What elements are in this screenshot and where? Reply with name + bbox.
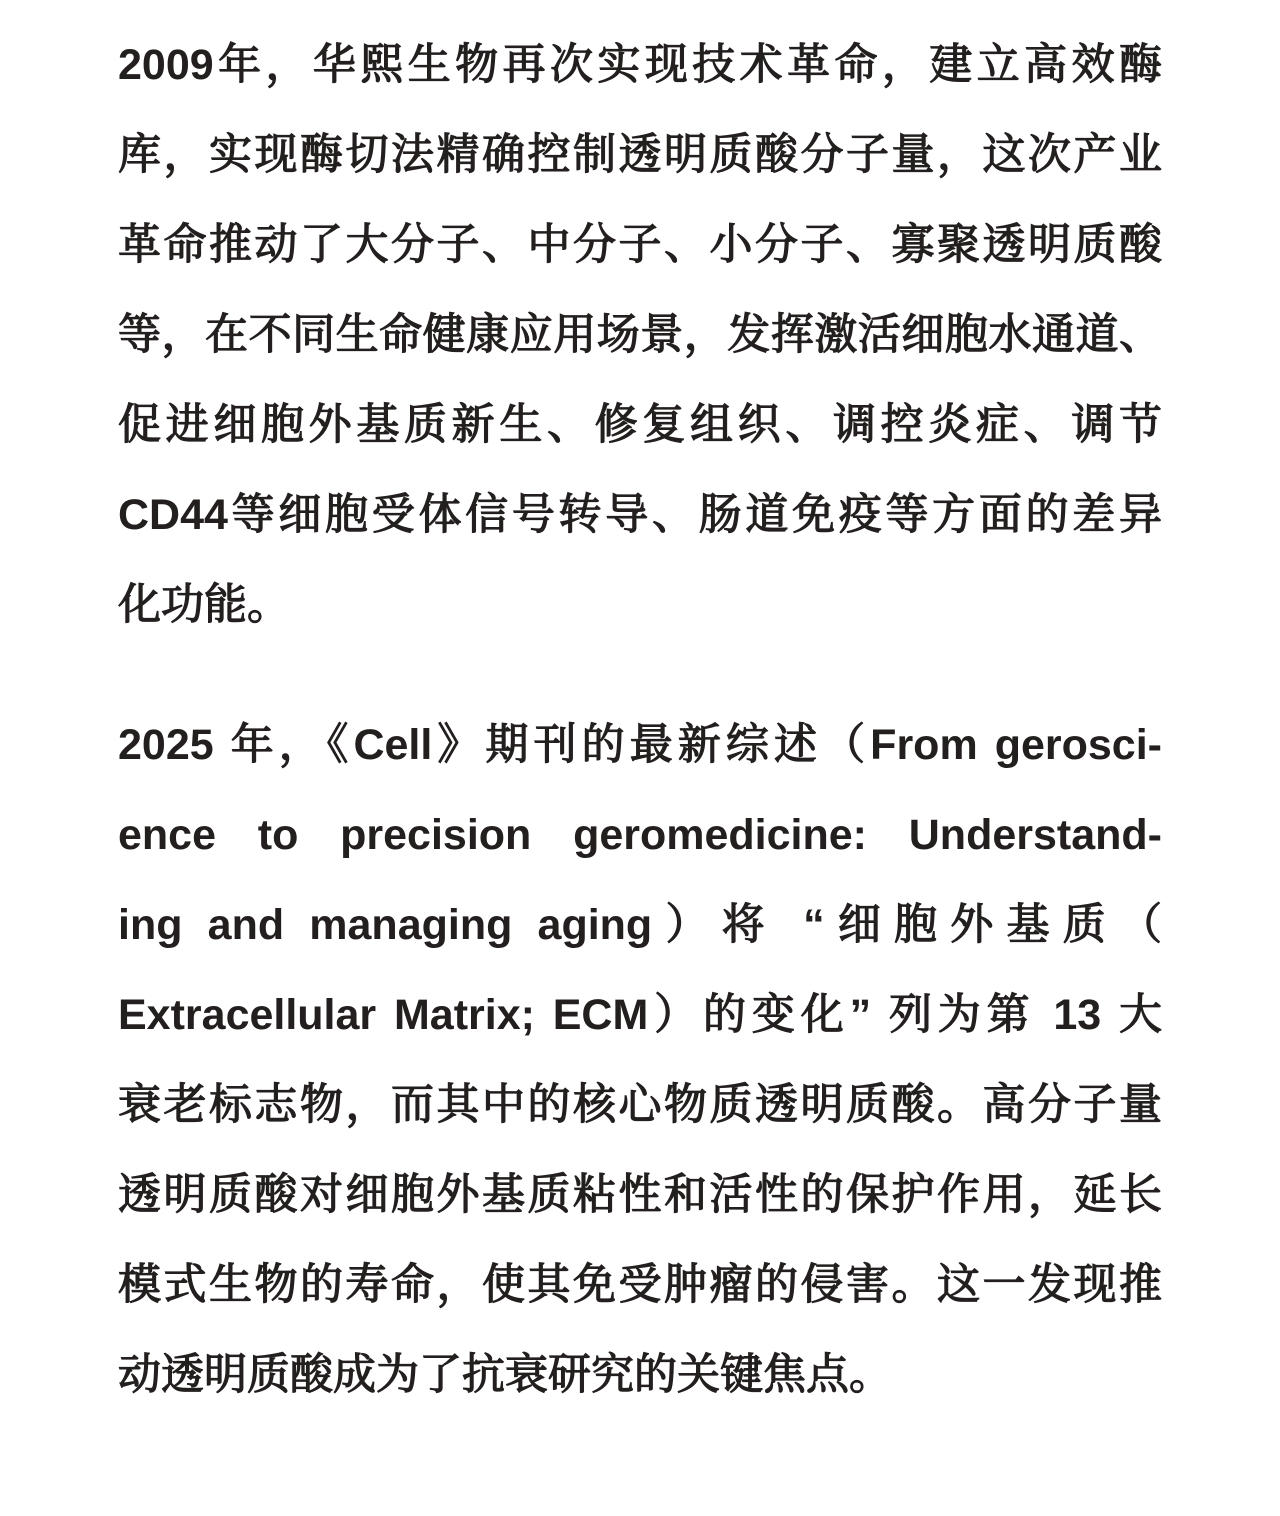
text-line: ence to precision geromedicine: Understand- [118, 811, 1162, 859]
text-line: Extracellular Matrix; ECM）的变化” 列为第 13 大 [118, 991, 1162, 1039]
text-line: ing and managing aging）将 “细胞外基质（ [118, 901, 1162, 949]
text-line: 促进细胞外基质新生、修复组织、调控炎症、调节 [118, 401, 1162, 449]
text-line: 库，实现酶切法精确控制透明质酸分子量，这次产业 [118, 131, 1162, 179]
text-line: 衰老标志物，而其中的核心物质透明质酸。高分子量 [118, 1081, 1162, 1129]
paragraph-2009 [118, 20, 1162, 650]
text-line: 化功能。 [118, 581, 290, 629]
text-line: 2009年，华熙生物再次实现技术革命，建立高效酶 [118, 41, 1162, 89]
paragraph-2025 [118, 700, 1162, 1420]
text-line: 模式生物的寿命，使其免受肿瘤的侵害。这一发现推 [118, 1261, 1162, 1309]
text-line: 革命推动了大分子、中分子、小分子、寡聚透明质酸 [118, 221, 1162, 269]
text-line: CD44等细胞受体信号转导、肠道免疫等方面的差异 [118, 491, 1162, 539]
text-line: 动透明质酸成为了抗衰研究的关键焦点。 [118, 1351, 892, 1399]
text-line: 2025 年，《Cell》期刊的最新综述（From gerosci- [118, 721, 1162, 769]
text-line: 透明质酸对细胞外基质粘性和活性的保护作用，延长 [118, 1171, 1162, 1219]
text-line: 等，在不同生命健康应用场景，发挥激活细胞水通道、 [118, 311, 1162, 359]
